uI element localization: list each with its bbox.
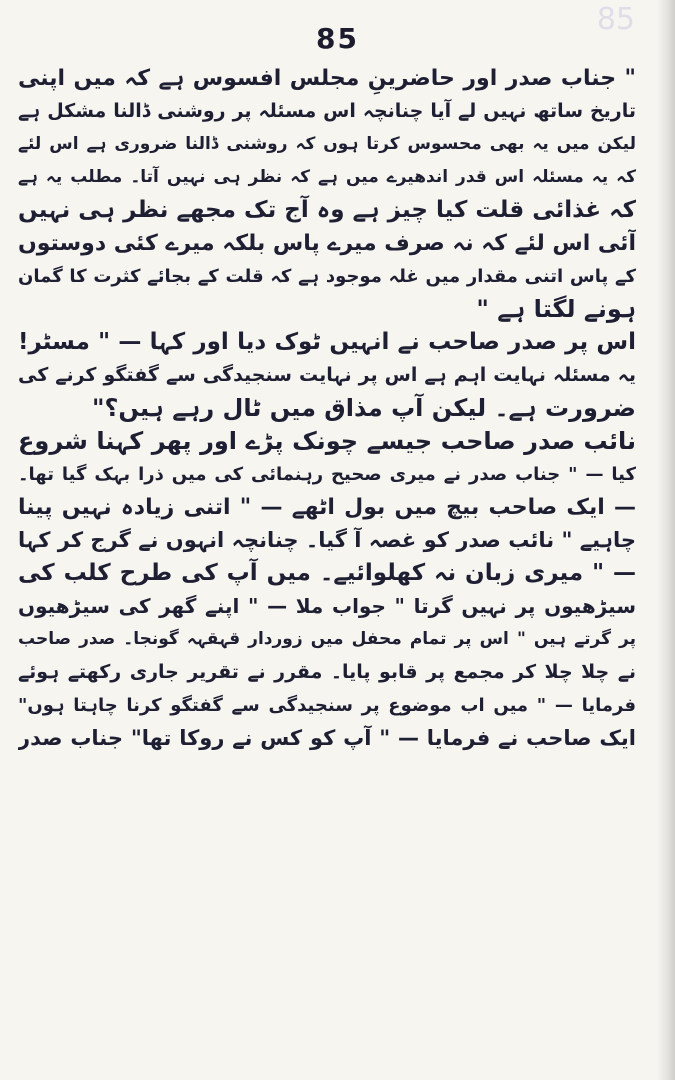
text-line: چاہیے " نائب صدر کو غصہ آ گیا۔ چنانچہ انہوں نے گرج کر کہا	[18, 528, 636, 552]
text-line: اس پر صدر صاحب نے انہیں ٹوک دیا اور کہا — " مسٹر!	[18, 329, 636, 355]
text-line: کیا — " جناب صدر نے میری صحیح رہنمائی کی میں ذرا بہک گیا تھا۔	[18, 464, 636, 485]
text-line: ضرورت ہے۔ لیکن آپ مذاق میں ٹال رہے ہیں؟"	[91, 394, 636, 422]
faded-page-number: 85	[596, 2, 635, 37]
text-line: — " میری زبان نہ کھلوائیے۔ میں آپ کی طرح کلب کی	[18, 560, 636, 586]
page-edge-shadow	[657, 0, 675, 1080]
text-line: نے چلا چلا کر مجمع پر قابو پایا۔ مقرر نے تقریر جاری رکھتے ہوئے	[18, 661, 636, 683]
text-line: کہ غذائی قلت کیا چیز ہے وہ آج تک مجھے نظر ہی نہیں	[18, 197, 636, 223]
text-line: پر گرتے ہیں " اس پر تمام محفل میں زوردار قہقہہ گونجا۔ صدر صاحب	[18, 629, 636, 649]
text-line: کہ یہ مسئلہ اس قدر اندھیرے میں ہے کہ نظر ہی نہیں آتا۔ مطلب یہ ہے	[18, 167, 636, 187]
text-line: لیکن میں یہ بھی محسوس کرتا ہوں کہ روشنی ڈالنا ضروری ہے اس لئے	[18, 134, 636, 154]
text-line: یہ مسئلہ نہایت اہم ہے اس پر نہایت سنجیدگی سے گفتگو کرنے کی	[18, 364, 636, 386]
page-number: 85	[316, 22, 359, 55]
text-line: فرمایا — " میں اب موضوع پر سنجیدگی سے گفتگو کرنا چاہتا ہوں"	[18, 695, 636, 716]
text-line: نائب صدر صاحب جیسے چونک پڑے اور پھر کہنا شروع	[18, 427, 636, 455]
text-line: سیڑھیوں پر نہیں گرتا " جواب ملا — " اپنے گھر کی سیڑھیوں	[18, 594, 636, 618]
text-line: " جناب صدر اور حاضرینِ مجلس افسوس ہے کہ میں اپنی	[18, 66, 636, 91]
urdu-text-body	[18, 62, 636, 755]
text-line: کے پاس اتنی مقدار میں غلہ موجود ہے کہ قلت کے بجائے کثرت کا گمان	[18, 266, 636, 287]
text-line: — ایک صاحب بیچ میں بول اٹھے — " اتنی زیادہ نہیں پینا	[18, 495, 636, 520]
text-line: ہونے لگتا ہے "	[476, 295, 636, 323]
text-line: تاریخ ساتھ نہیں لے آیا چنانچہ اس مسئلہ پر روشنی ڈالنا مشکل ہے	[18, 100, 636, 122]
text-line: آئی اس لئے کہ نہ صرف میرے پاس بلکہ میرے کئی دوستوں	[18, 231, 636, 256]
text-line: ایک صاحب نے فرمایا — " آپ کو کس نے روکا تھا" جناب صدر	[18, 726, 636, 750]
